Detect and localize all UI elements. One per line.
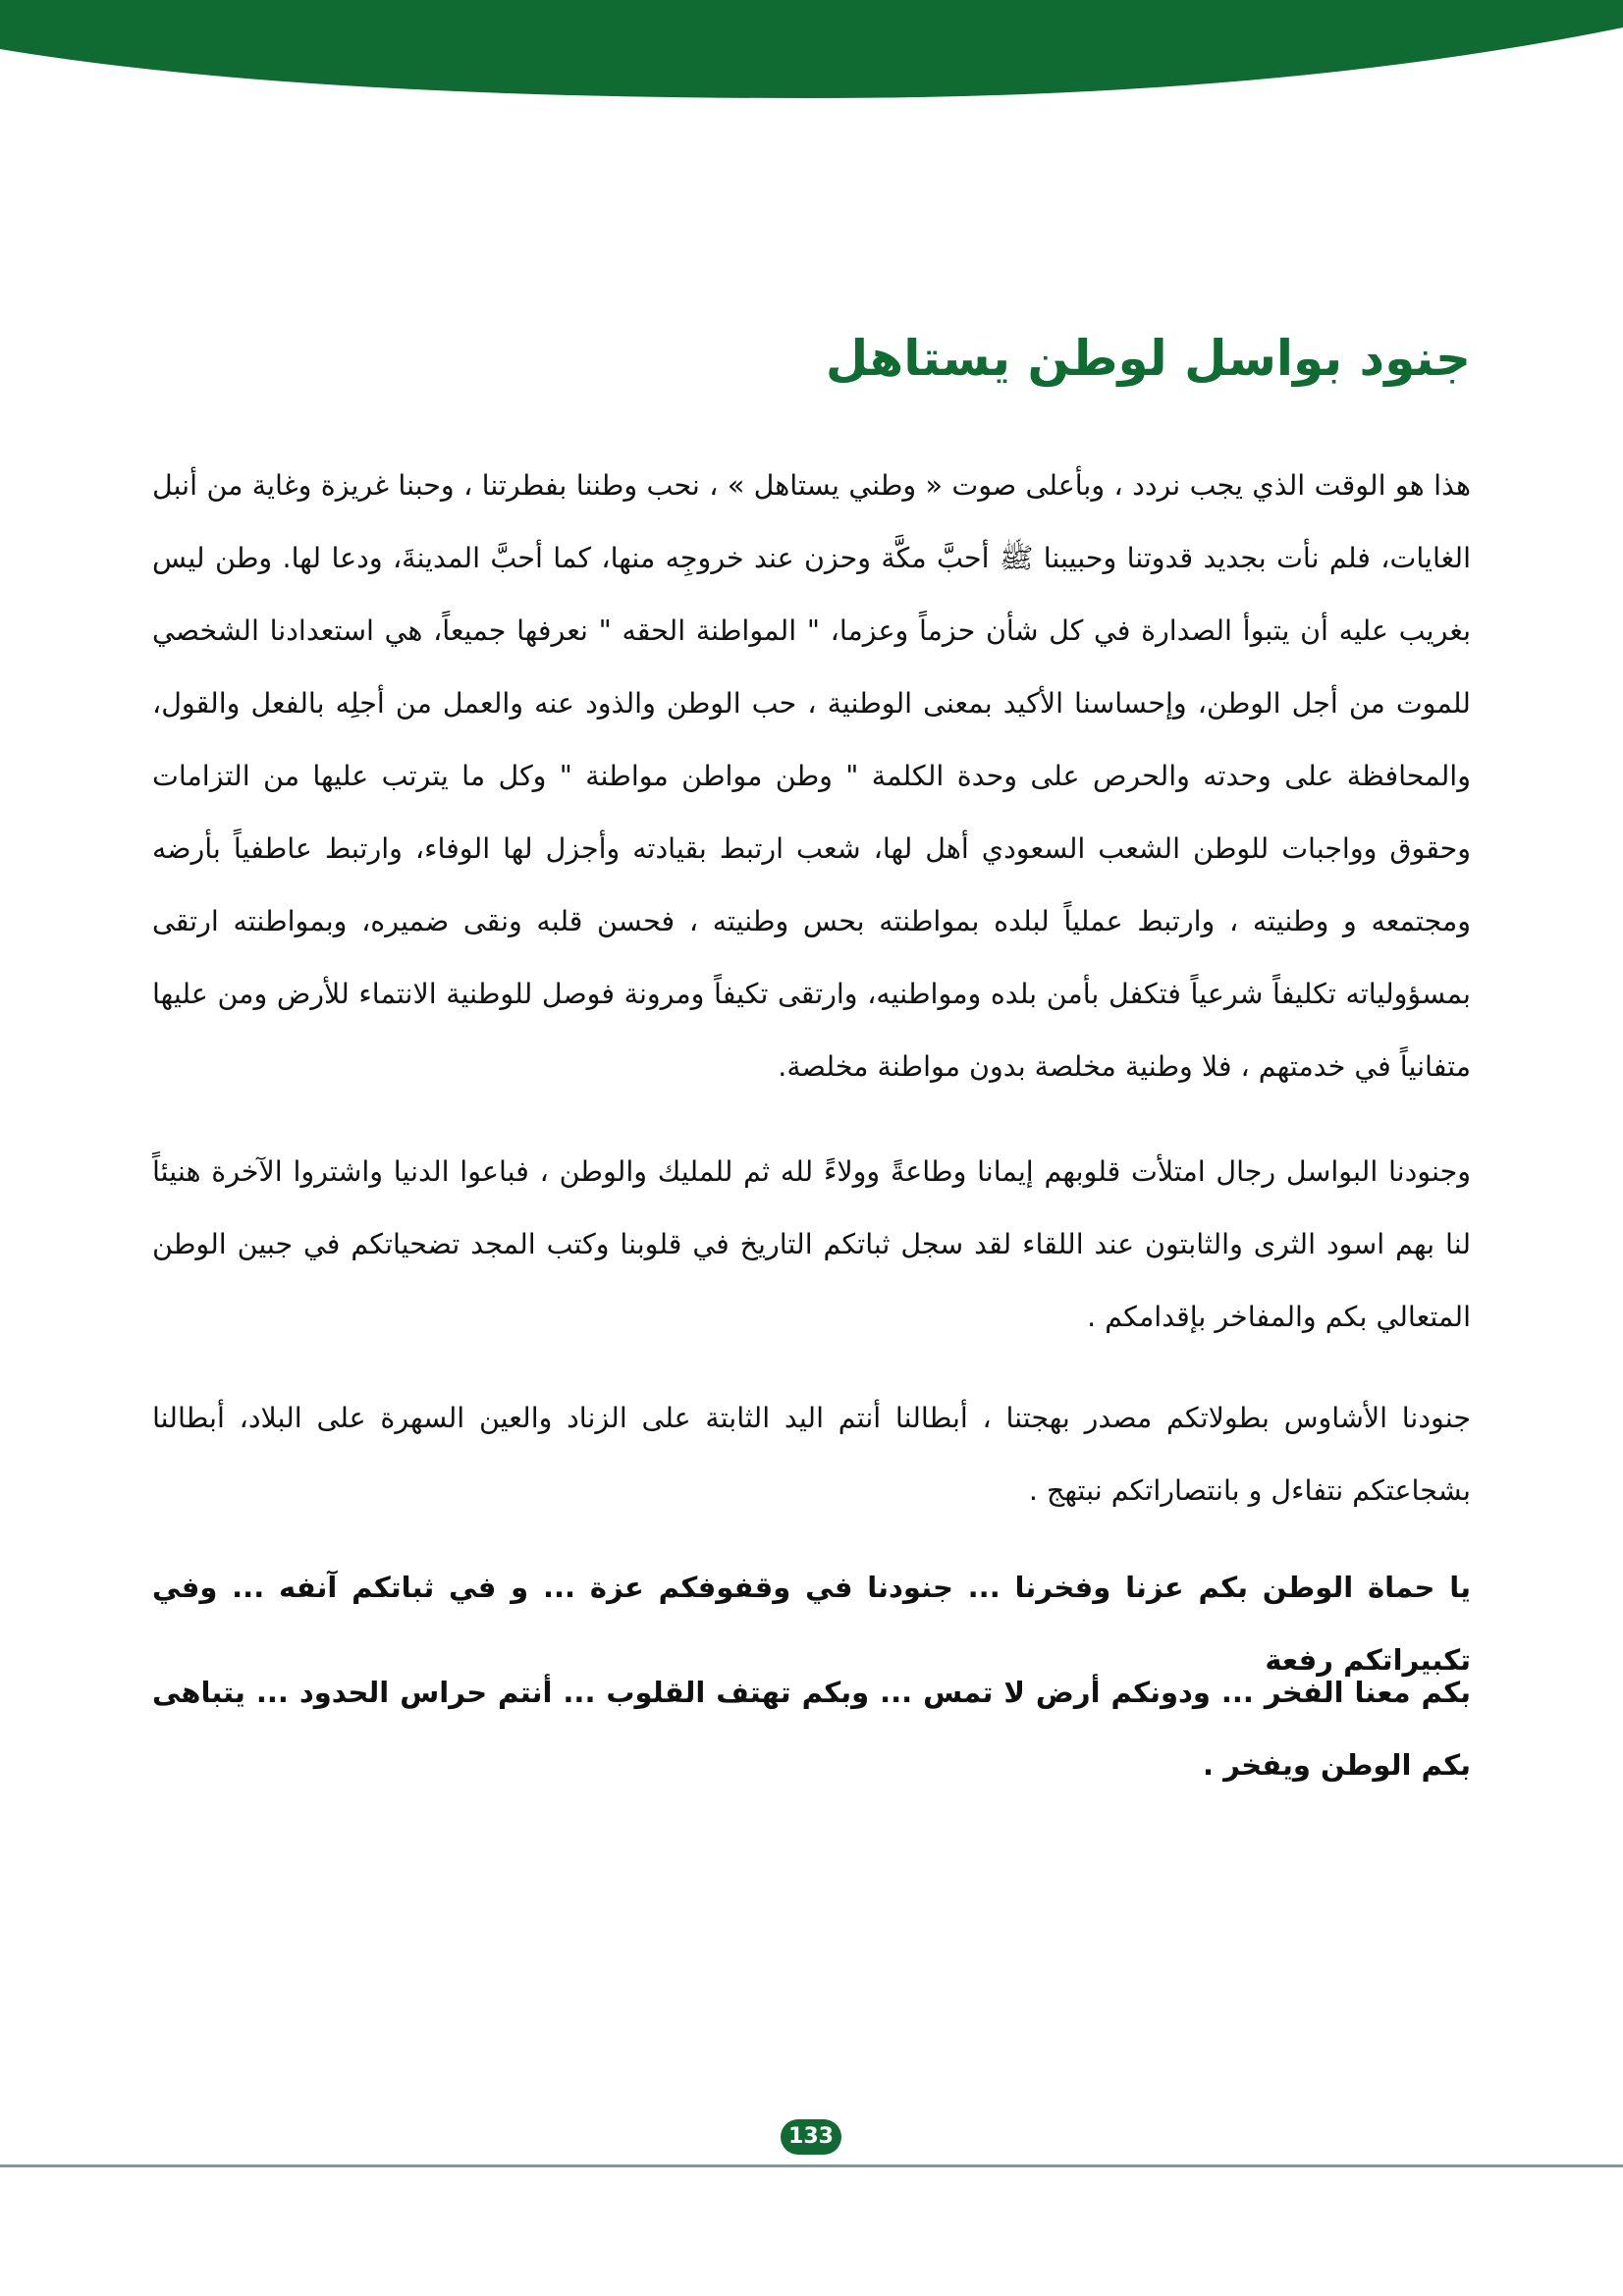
bold-paragraph-1: يا حماة الوطن بكم عزنا وفخرنا ... جنودنا في وقفوفكم عزة ... و في ثباتكم آنفه ... وفي تكبيراتكم رفعة [152, 1571, 1471, 1677]
body-paragraph-2: وجنودنا البواسل رجال امتلأت قلوبهم إيمانا وطاعةً وولاءً لله ثم للمليك والوطن ، فباعوا الدنيا واشتروا الآخرة هنيئاً لنا بهم اسود الثرى والثابتون عند اللقاء لقد سجل ثباتكم التاريخ في قلوبنا وكتب المجد تضحياتكم في جبين الوطن المتعالي بكم والمفاخر بإقدامكم . [152, 1155, 1471, 1333]
top-banner [0, 0, 1623, 108]
banner-curve [0, 0, 1623, 98]
body-paragraph-1: هذا هو الوقت الذي يجب نردد ، وبأعلى صوت « وطني يستاهل » ، نحب وطننا بفطرتنا ، وحبنا غريزة وغاية من أنبل الغايات، فلم نأت بجديد قدوتنا وحبيبنا ﷺ أحبَّ مكَّة وحزن عند خروجِه منها، كما أحبَّ المدينةَ، ودعا لها. وطن ليس بغريب عليه أن يتبوأ الصدارة في كل شأن حزماً وعزما، " المواطنة الحقه " نعرفها جميعاً، هي استعدادنا الشخصي للموت من أجل الوطن، وإحساسنا الأكيد بمعنى الوطنية ، حب الوطن والذود عنه والعمل من أجلِه بالفعل والقول، والمحافظة على وحدته والحرص على وحدة الكلمة " وطن مواطن مواطنة " وكل ما يترتب عليها من التزامات وحقوق وواجبات للوطن الشعب السعودي أهل لها، شعب ارتبط بقيادته وأجزل لها الوفاء، وارتبط عاطفياً بأرضه ومجتمعه و وطنيته ، وارتبط عملياً لبلده بمواطنته بحس وطنيته ، فحسن قلبه ونقى ضميره، وبمواطنته ارتقى بمسؤولياته تكليفاً شرعياً فتكفل بأمن بلده ومواطنيه، وارتقى تكيفاً ومرونة فوصل للوطنية الانتماء للأرض ومن عليها متفانياً في خدمتهم ، فلا وطنية مخلصة بدون مواطنة مخلصة. [152, 469, 1471, 1083]
footer-divider [0, 2164, 1623, 2167]
page-title: جنود بواسل لوطن يستاهل [825, 330, 1471, 387]
body-paragraph-3: جنودنا الأشاوس بطولاتكم مصدر بهجتنا ، أبطالنا أنتم اليد الثابتة على الزناد والعين السهرة على البلاد، أبطالنا بشجاعتكم نتفاءل و بانتصاراتكم نبتهج . [152, 1402, 1471, 1507]
page-number-badge: 133 [781, 2119, 841, 2155]
bold-paragraph-2: بكم معنا الفخر ... ودونكم أرض لا تمس ... وبكم تهتف القلوب ... أنتم حراس الحدود ... يتباهى بكم الوطن ويفخر . [152, 1676, 1471, 1782]
